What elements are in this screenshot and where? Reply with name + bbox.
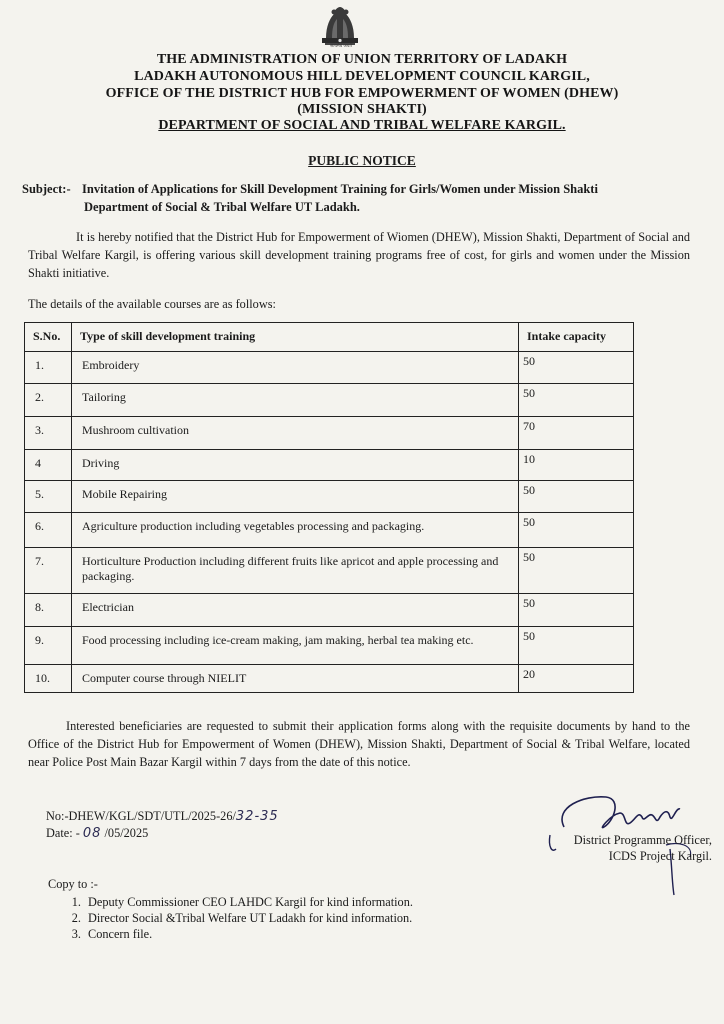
table-row: [25, 627, 634, 665]
cell-capacity: 50: [519, 481, 634, 513]
cell-sno: 3.: [25, 417, 72, 450]
table-row: [25, 548, 634, 594]
cell-type: Computer course through NIELIT: [72, 665, 519, 693]
table-row: [25, 417, 634, 450]
closing-paragraph: Interested beneficiaries are requested to submit their application forms along with the requisite documents by hand to the Office of the District Hub for Empowerment of Women (DHEW), Mission Shakti, Department of Social & Tribal Welfare, located near Police Post Main Bazar Kargil within 7 days from the date of this notice.: [28, 719, 690, 769]
header-type: Type of skill development training: [72, 323, 519, 352]
cell-sno: 1.: [25, 352, 72, 384]
cell-capacity: 50: [519, 384, 634, 417]
cell-type: Mushroom cultivation: [72, 417, 519, 450]
subject-label: Subject:-: [22, 182, 71, 196]
table-row: [25, 450, 634, 481]
header-line-3: OFFICE OF THE DISTRICT HUB FOR EMPOWERMENT OF WOMEN (DHEW): [105, 86, 619, 101]
list-item: 2. Director Social &Tribal Welfare UT Ladakh for kind information.: [84, 910, 413, 926]
reference-block: [46, 808, 279, 842]
cell-capacity: 20: [519, 665, 634, 693]
emblem-motto: सत्यमेव जयते: [330, 43, 352, 48]
cell-type: Mobile Repairing: [72, 481, 519, 513]
cell-sno: 7.: [25, 548, 72, 594]
list-item: 1. Deputy Commissioner CEO LAHDC Kargil for kind information.: [84, 894, 413, 910]
cell-type: Embroidery: [72, 352, 519, 384]
copy-to-block: [48, 876, 413, 942]
cell-sno: 6.: [25, 513, 72, 548]
cell-capacity: 70: [519, 417, 634, 450]
cell-sno: 4: [25, 450, 72, 481]
courses-table: [24, 322, 634, 693]
signatory-office: ICDS Project Kargil.: [608, 849, 712, 863]
cell-sno: 8.: [25, 594, 72, 627]
table-row: [25, 384, 634, 417]
cell-sno: 9.: [25, 627, 72, 665]
table-row: [25, 594, 634, 627]
cell-capacity: 50: [519, 548, 634, 594]
table-row: [25, 665, 634, 693]
cell-capacity: 50: [519, 594, 634, 627]
cell-capacity: 50: [519, 352, 634, 384]
header-line-2: LADAKH AUTONOMOUS HILL DEVELOPMENT COUNCIL KARGIL,: [134, 69, 590, 84]
cell-sno: 10.: [25, 665, 72, 693]
cell-type: Tailoring: [72, 384, 519, 417]
reference-number-handwritten: 32-35: [235, 809, 279, 824]
cell-type: Horticulture Production including different fruits like apricot and apple processing and packaging.: [72, 548, 519, 594]
header-line-1: THE ADMINISTRATION OF UNION TERRITORY OF LADAKH: [156, 52, 568, 67]
table-row: [25, 481, 634, 513]
cell-type: Driving: [72, 450, 519, 481]
cell-sno: 5.: [25, 481, 72, 513]
cell-sno: 2.: [25, 384, 72, 417]
header-line-5: DEPARTMENT OF SOCIAL AND TRIBAL WELFARE KARGIL.: [158, 118, 566, 133]
date-suffix: /05/2025: [104, 826, 149, 840]
header-sno: S.No.: [25, 323, 72, 352]
subject-block: [22, 180, 712, 216]
date-label: Date: -: [46, 826, 80, 840]
cell-capacity: 10: [519, 450, 634, 481]
header-capacity: Intake capacity: [519, 323, 634, 352]
cell-type: Food processing including ice-cream making, jam making, herbal tea making etc.: [72, 627, 519, 665]
reference-number: No:-DHEW/KGL/SDT/UTL/2025-26/: [46, 809, 236, 823]
cell-type: Agriculture production including vegetables processing and packaging.: [72, 513, 519, 548]
header-line-4: (MISSION SHAKTI): [297, 102, 427, 117]
intro-paragraph: It is hereby notified that the District Hub for Empowerment of Wiomen (DHEW), Mission Shakti, Department of Social and Tribal Welfare Kargil, is offering various skill development training programs free of cost, for girls and women under the Mission Shakti initiative.: [28, 230, 690, 280]
cell-capacity: 50: [519, 513, 634, 548]
subject-line-2: Department of Social & Tribal Welfare UT Ladakh.: [84, 200, 360, 214]
table-row: [25, 352, 634, 384]
notice-title: PUBLIC NOTICE: [308, 153, 416, 168]
signatory-block: [552, 832, 712, 864]
signatory-title: District Programme Officer,: [573, 833, 712, 847]
details-intro: The details of the available courses are as follows:: [28, 297, 276, 311]
subject-line-1: Invitation of Applications for Skill Development Training for Girls/Women under Mission Shakti: [82, 182, 598, 196]
table-row: [25, 513, 634, 548]
copy-to-list: [48, 894, 413, 942]
cell-capacity: 50: [519, 627, 634, 665]
date-day-handwritten: 08: [82, 826, 102, 841]
copy-to-label: Copy to :-: [48, 877, 98, 891]
table-header-row: [25, 323, 634, 352]
cell-type: Electrician: [72, 594, 519, 627]
list-item: 3. Concern file.: [84, 926, 413, 942]
